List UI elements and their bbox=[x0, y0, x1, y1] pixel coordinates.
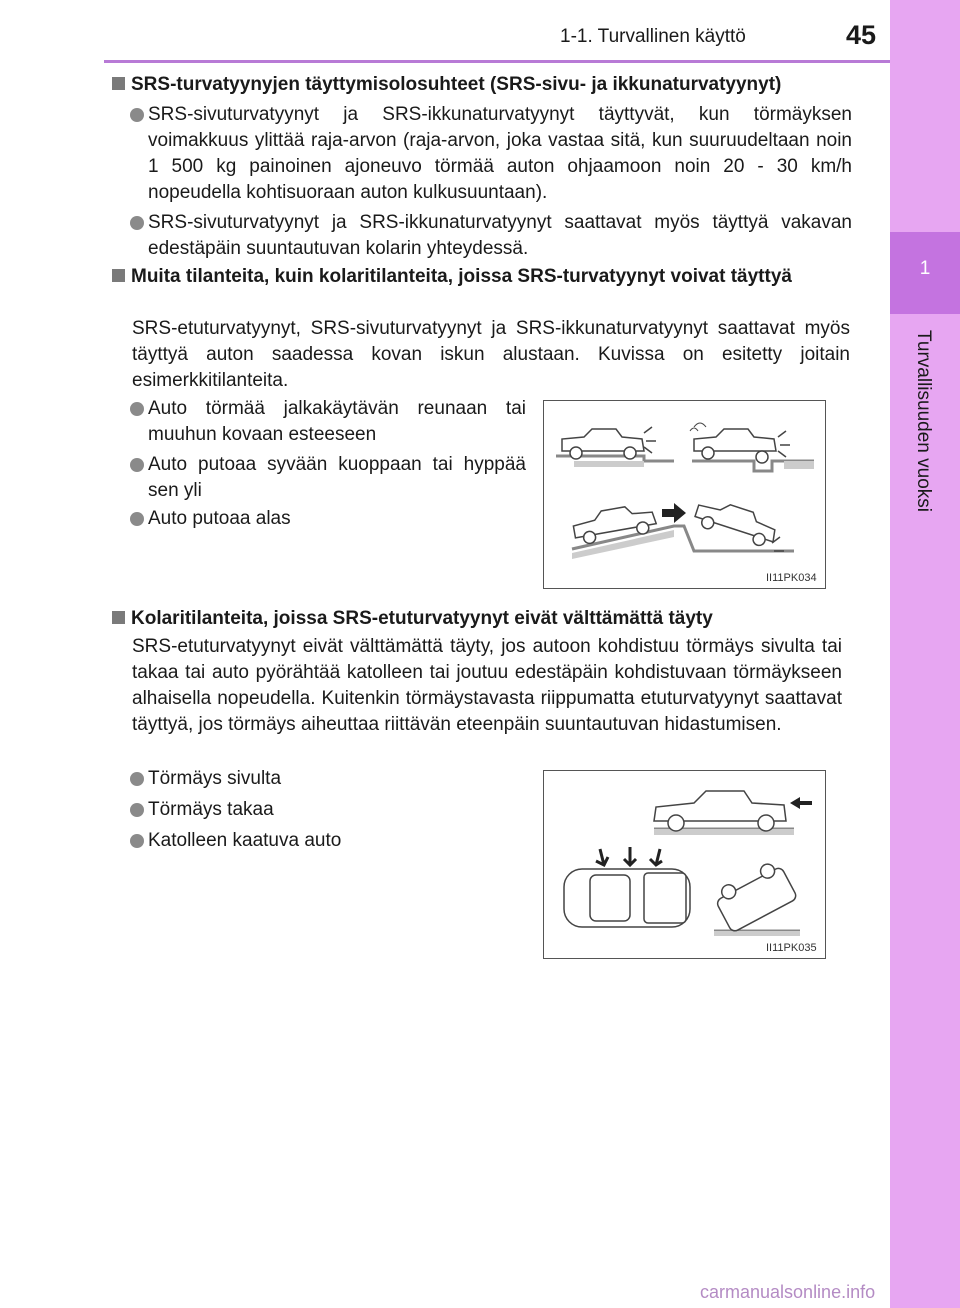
chapter-title: Turvallisuuden vuoksi bbox=[913, 330, 934, 512]
figure-undercarriage-impact bbox=[543, 400, 826, 589]
section2-heading-text: Muita tilanteita, kuin kolaritilanteita, joissa SRS-turvatyynyt voivat täyttyä bbox=[131, 266, 792, 287]
header-divider bbox=[104, 60, 890, 63]
section1-bullet-1 bbox=[130, 102, 852, 206]
section3-bullet-1 bbox=[130, 766, 490, 792]
bullet-dot-icon bbox=[130, 108, 144, 122]
heading-square-icon bbox=[112, 611, 125, 624]
section3-heading-text: Kolaritilanteita, joissa SRS-etuturvatyynyt eivät välttämättä täyty bbox=[131, 608, 713, 629]
bullet-dot-icon bbox=[130, 772, 144, 786]
no-deploy-collisions-illustration bbox=[544, 771, 825, 958]
section1-heading bbox=[112, 72, 852, 97]
section3-bullet-2 bbox=[130, 797, 490, 823]
page-number: 45 bbox=[846, 20, 877, 50]
chapter-side-tab bbox=[890, 0, 960, 1308]
bullet-text: SRS-sivuturvatyynyt ja SRS-ikkunaturvatyynyt saattavat myös täyttyä vakavan edestäpäin suuntautuvan kolarin yhteydessä. bbox=[148, 212, 852, 259]
section2-text: SRS-etuturvatyynyt, SRS-sivuturvatyynyt ja SRS-ikkunaturvatyynyt saattavat myös täyttyä auton saadessa kovan iskun alustaan. Kuvissa on esitetty joitain esimerkkitilanteita. bbox=[132, 318, 850, 391]
bullet-text: Katolleen kaatuva auto bbox=[148, 830, 342, 851]
bullet-dot-icon bbox=[130, 216, 144, 230]
bullet-text: Auto törmää jalkakäytävän reunaan tai muuhun kovaan esteeseen bbox=[148, 398, 526, 445]
section2-bullet-2 bbox=[130, 452, 526, 504]
bullet-text: Törmäys takaa bbox=[148, 799, 274, 820]
bullet-dot-icon bbox=[130, 803, 144, 817]
bullet-text: Auto putoaa alas bbox=[148, 508, 291, 529]
section-title: 1-1. Turvallinen käyttö bbox=[560, 26, 746, 47]
bullet-text: Törmäys sivulta bbox=[148, 768, 282, 789]
section1-bullet-2 bbox=[130, 210, 852, 262]
figure-label: II11PK035 bbox=[766, 942, 817, 954]
chapter-number: 1 bbox=[919, 258, 931, 279]
section3-text: SRS-etuturvatyynyt eivät välttämättä täyty, jos autoon kohdistuu törmäys sivulta tai takaa tai auto pyörähtää katolleen tai joutuu edestäpäin kohdistuvaan törmäykseen alhaisella nopeudella. Kuitenkin törmäystavasta riippumatta etuturvatyynyt saattavat täyttyä, jos törmäys aiheuttaa riittävän eteenpäin suuntautuvan hidastumisen. bbox=[132, 636, 842, 735]
section3-heading bbox=[112, 606, 852, 631]
section3-bullet-3 bbox=[130, 828, 490, 854]
figure-no-deploy-collisions bbox=[543, 770, 826, 959]
heading-square-icon bbox=[112, 269, 125, 282]
section2-bullet-1 bbox=[130, 396, 526, 448]
bullet-text: SRS-sivuturvatyynyt ja SRS-ikkunaturvatyynyt täyttyvät, kun törmäyksen voimakkuus ylittää raja-arvon (raja-arvon, joka vastaa sitä, kun suuruudeltaan noin 1 500 kg painoinen ajoneuvo törmää auton ohjaamoon noin 20 - 30 km/h nopeudella kohtisuoraan auton kulkusuuntaan). bbox=[148, 104, 852, 203]
watermark: carmanualsonline.info bbox=[700, 1282, 876, 1302]
bullet-text: Auto putoaa syvään kuoppaan tai hyppää sen yli bbox=[148, 454, 526, 501]
section2-bullet-3 bbox=[130, 506, 526, 532]
figure-label: II11PK034 bbox=[766, 572, 817, 584]
bullet-dot-icon bbox=[130, 834, 144, 848]
section1-heading-text: SRS-turvatyynyjen täyttymisolosuhteet (SRS-sivu- ja ikkunaturvatyynyt) bbox=[131, 74, 782, 95]
section2-heading bbox=[112, 264, 852, 289]
bullet-dot-icon bbox=[130, 512, 144, 526]
undercarriage-impact-illustration bbox=[544, 401, 825, 588]
bullet-dot-icon bbox=[130, 458, 144, 472]
heading-square-icon bbox=[112, 77, 125, 90]
bullet-dot-icon bbox=[130, 402, 144, 416]
